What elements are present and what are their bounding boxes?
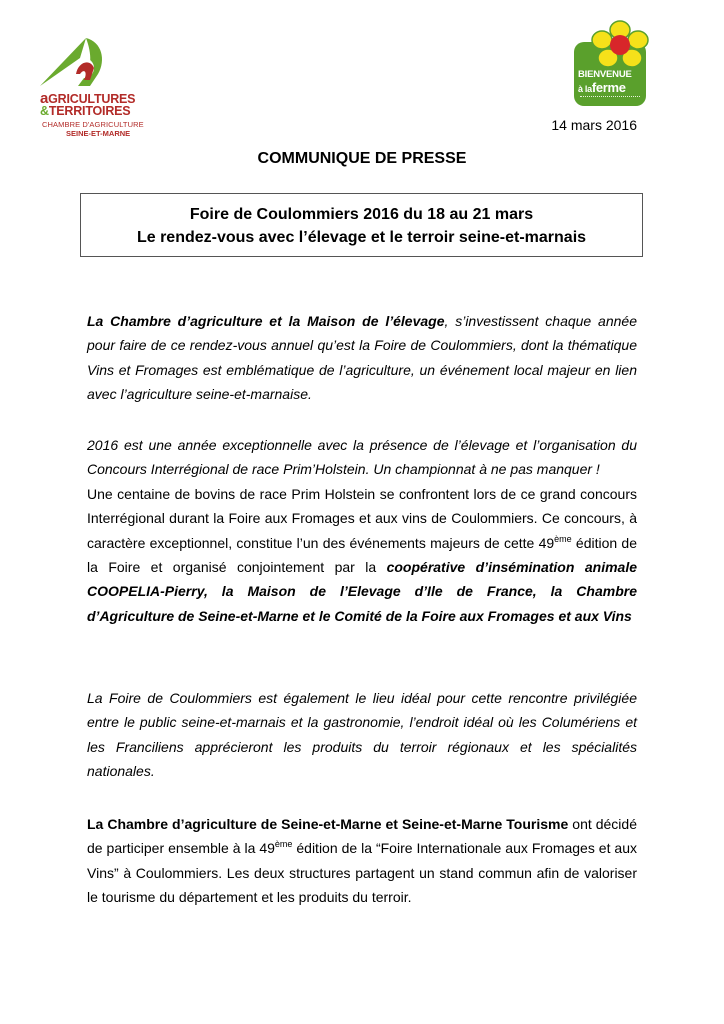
headline-line-1: Foire de Coulommiers 2016 du 18 au 21 mars: [189, 206, 534, 223]
paragraph-1: La Chambre d’agriculture et la Maison de l’élevage, s’investissent chaque année pour faire de ce rendez-vous annuel qu’est la Foire de Coulommiers, dont la thématique Vins et Fromages est emblématique de l’agriculture, un événement local majeur en lien avec l’agriculture seine-et-marnaise.: [87, 313, 637, 403]
press-release-title: COMMUNIQUE DE PRESSE: [257, 150, 467, 167]
headline-box: [80, 193, 643, 257]
agriculture-logo-mark-icon: [40, 34, 110, 90]
headline-line-2: Le rendez-vous avec l’élevage et le terroir seine-et-marnais: [136, 229, 587, 246]
chambre-agriculture-logo: aGRICULTURES &TERRITOIRES CHAMBRE D'AGRICULTURE SEINE-ET-MARNE: [36, 34, 136, 138]
bienvenue-a-la-ferme-logo: BIENVENUE à laferme: [570, 20, 652, 108]
paragraph-4: La Chambre d’agriculture de Seine-et-Marne et Seine-et-Marne Tourisme ont décidé de participer ensemble à la 49ème édition de la “Foire Internationale aux Fromages et aux Vins” à Coulommiers. Les deux structures partagent un stand commun afin de valoriser le tourisme du département et les produits du terroir.: [87, 816, 637, 906]
paragraph-2: 2016 est une année exceptionnelle avec la présence de l’élevage et l’organisation du Concours Interrégional de race Prim’Holstein. Un championnat à ne pas manquer ! Une centaine de bovins de race Prim Holstein se confrontent lors de ce grand concours Interrégional durant la Foire aux Fromages et aux vins de Coulommiers. Ce concours, à caractère exceptionnel, constitue l’un des événements majeurs de cette 49ème édition de la Foire et organisé conjointement par la coopérative d’insémination animale COOPELIA-Pierry, la Maison de l’Elevage d’Ile de France, la Chambre d’Agriculture de Seine-et-Marne et le Comité de la Foire aux Fromages et aux Vins: [87, 437, 637, 624]
flower-icon: [588, 20, 652, 70]
date: 14 mars 2016: [551, 117, 637, 133]
paragraph-3: La Foire de Coulommiers est également le lieu idéal pour cette rencontre privilégiée entre le public seine-et-marnais et la gastronomie, l’endroit idéal où les Columériens et les Franciliens apprécieront les produits du terroir régionaux et les spécialités nationales.: [87, 690, 637, 780]
